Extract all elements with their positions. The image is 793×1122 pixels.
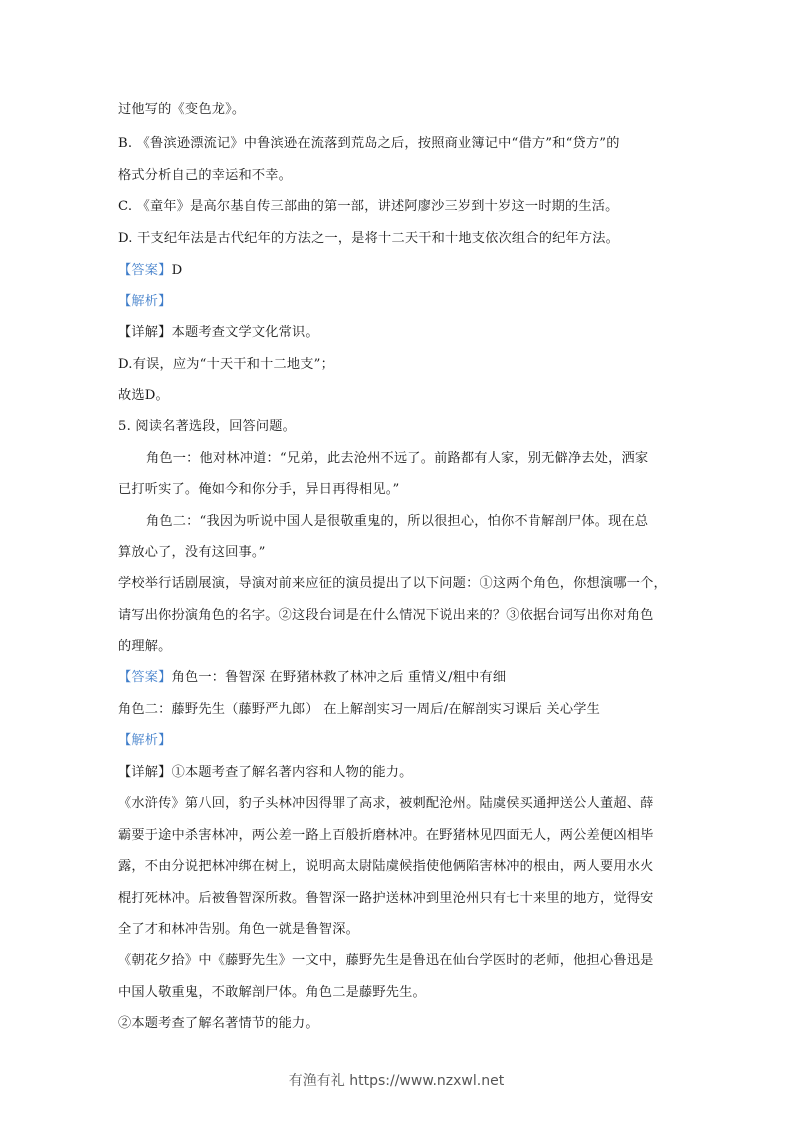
text-line: 故选D。	[118, 388, 169, 403]
text-line: 全了才和林冲告别。角色一就是鲁智深。	[118, 922, 359, 937]
q5-answer-line2: 角色二：藤野先生（藤野严九郎） 在上解剖实习一周后/在解剖实习课后 关心学生	[118, 702, 600, 717]
question-text: 的理解。	[118, 639, 172, 654]
text-line: D.有误，应为“十天干和十二地支”；	[118, 357, 335, 372]
role2-quote: 算放心了，没有这回事。”	[118, 545, 266, 560]
text-line: 棍打死林冲。后被鲁智深所救。鲁智深一路护送林冲到里沧州只有七十来里的地方，觉得安	[118, 891, 654, 906]
text-line: 露，不由分说把林冲绑在树上，说明高太尉陆虞候指使他俩陷害林冲的根由，两人要用水火	[118, 859, 654, 874]
text-line: 中国人敬重鬼，不敢解剖尸体。角色二是藤野先生。	[118, 985, 426, 1000]
q5-answer	[118, 669, 506, 687]
answer-value: 角色一：鲁智深 在野猪林救了林冲之后 重情义/粗中有细	[171, 670, 507, 685]
answer-value: D	[171, 263, 183, 278]
role2-quote: 角色二：“我因为听说中国人是很敬重鬼的，所以很担心，怕你不肯解剖尸体。现在总	[146, 514, 649, 529]
q4-detail	[118, 324, 319, 342]
detail-label: 【详解】	[118, 325, 172, 340]
question-5-stem: 5. 阅读名著选段，回答问题。	[118, 419, 297, 434]
text-line: ②本题考查了解名著情节的能力。	[118, 1016, 319, 1031]
q4-answer	[118, 262, 182, 280]
text-line: 过他写的《变色龙》。	[118, 102, 246, 117]
q4-analysis-label: 【解析】	[118, 294, 172, 309]
option-c: C. 《童年》是高尔基自传三部曲的第一部，讲述阿廖沙三岁到十岁这一时期的生活。	[118, 199, 619, 214]
option-b: B. 《鲁滨逊漂流记》中鲁滨逊在流落到荒岛之后，按照商业簿记中“借方”和“贷方”的	[118, 136, 620, 151]
question-text: 请写出你扮演角色的名字。②这段台词是在什么情况下说出来的？③依据台词写出你对角色	[118, 608, 654, 623]
text-line: 格式分析自己的幸运和不幸。	[118, 168, 293, 183]
text-line: 霸要于途中杀害林冲，两公差一路上百般折磨林冲。在野猪林见四面无人，两公差便凶相毕	[118, 828, 654, 843]
role1-quote: 角色一：他对林冲道：“兄弟，此去沧州不远了。前路都有人家，别无僻净去处，洒家	[146, 451, 649, 466]
answer-label: 【答案】	[118, 670, 172, 685]
q5-detail	[118, 764, 413, 782]
detail-label: 【详解】	[118, 765, 172, 780]
text-line: 《水浒传》第八回，豹子头林冲因得罪了高求，被刺配沧州。陆虞侯买通押送公人董超、薛	[118, 796, 654, 811]
text-line: 《朝花夕拾》中《藤野先生》一文中，藤野先生是鲁迅在仙台学医时的老师，他担心鲁迅是	[118, 953, 654, 968]
question-text: 学校举行话剧展演，导演对前来应征的演员提出了以下问题：①这两个角色，你想演哪一个，	[118, 576, 667, 591]
q5-analysis-label: 【解析】	[118, 733, 172, 748]
detail-text: ①本题考查了解名著内容和人物的能力。	[171, 765, 413, 780]
footer-watermark: 有渔有礼 https://www.nzxwl.net	[288, 1073, 505, 1089]
option-d: D. 干支纪年法是古代纪年的方法之一，是将十二天干和十地支依次组合的纪年方法。	[118, 231, 620, 246]
role1-quote: 已打听实了。俺如今和你分手，异日再得相见。”	[118, 482, 400, 497]
answer-label: 【答案】	[118, 263, 172, 278]
detail-text: 本题考查文学文化常识。	[171, 325, 319, 340]
